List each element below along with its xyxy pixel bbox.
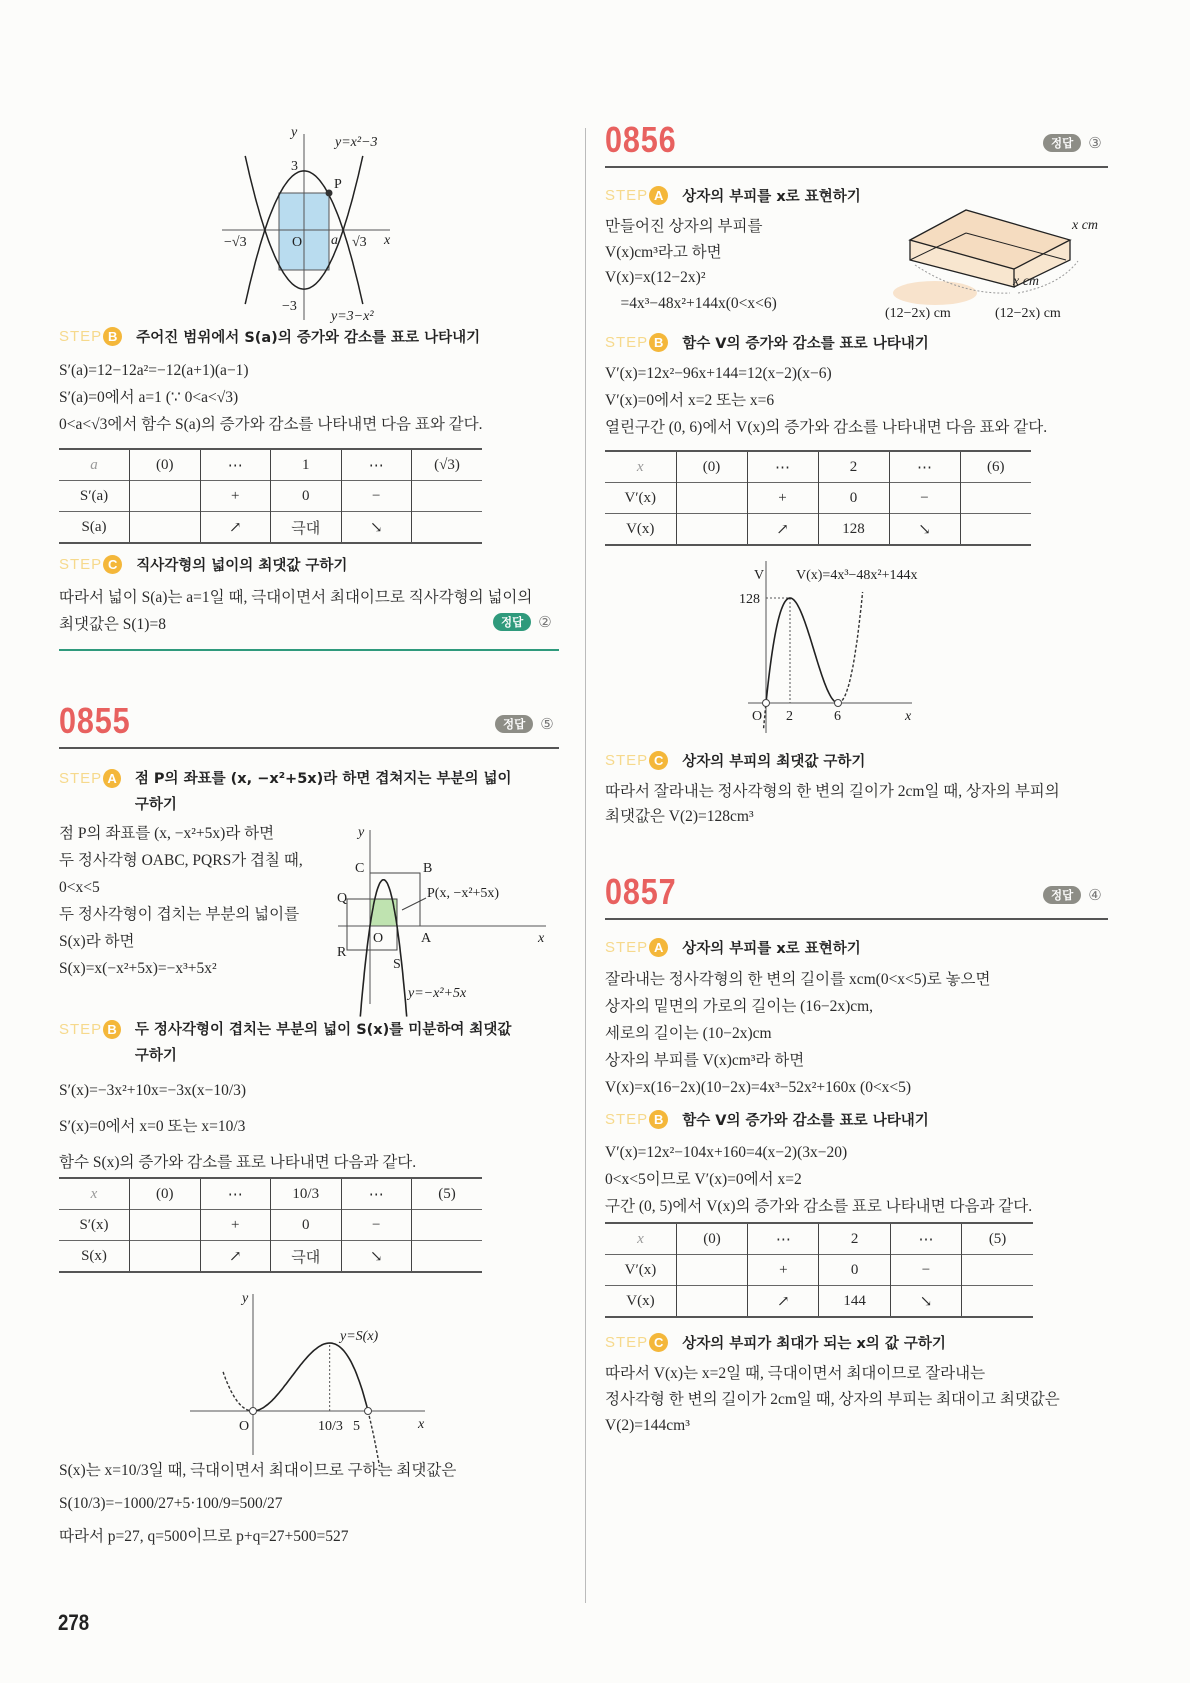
table-cell: S(a): [81, 518, 107, 535]
problem-number: 0855: [59, 700, 131, 741]
curve-solid: [766, 598, 838, 703]
tick-5: 5: [353, 1419, 360, 1434]
answer-value: ⑤: [540, 715, 554, 733]
text-line: S′(a)=12−12a²=−12(a+1)(a−1): [59, 362, 249, 379]
text-line: S(x)는 x=10/3일 때, 극대이면서 최대이므로 구하는 최댓값은: [59, 1462, 457, 1479]
table-cell: (6): [960, 451, 1031, 483]
table-row: [605, 1286, 1033, 1318]
curve-dashed-left: [223, 1372, 253, 1411]
open-point-origin: [763, 700, 770, 707]
curve-dashed-right: [838, 592, 863, 703]
curve2-label: y=3−x²: [331, 309, 374, 324]
table-cell: +: [748, 1255, 819, 1286]
text-line: 따라서 V(x)는 x=2일 때, 극대이면서 최대이므로 잘라내는: [605, 1365, 986, 1382]
step-b-heading: [59, 326, 480, 347]
step-letter-icon: C: [103, 555, 122, 574]
table-cell: ↘: [341, 512, 412, 544]
step-b-heading: [605, 1109, 929, 1130]
tick-6: 6: [834, 709, 841, 724]
table-row: [605, 1255, 1033, 1286]
variation-table: [59, 1177, 482, 1273]
tick-a: a: [331, 233, 338, 248]
open-point-origin: [250, 1408, 257, 1415]
step-c-heading: [605, 1332, 946, 1353]
step-letter-icon: B: [103, 1020, 121, 1039]
step-b-body: [59, 1073, 416, 1181]
label-s: S: [393, 957, 401, 972]
label-c: C: [355, 861, 365, 876]
table-cell: ↗: [748, 1286, 819, 1318]
table-cell: (0): [130, 1178, 201, 1210]
pointer-line: [402, 898, 426, 910]
table-cell: (0): [130, 449, 201, 481]
text-line: V(x)=x(16−2x)(10−2x)=4x³−52x²+160x (0<x<5): [605, 1079, 912, 1096]
table-cell: ⋯: [200, 449, 271, 481]
answer-0855: [495, 715, 554, 733]
variation-table: [605, 450, 1031, 546]
conclusion: [59, 1455, 456, 1554]
step-title: 상자의 부피를 x로 표현하기: [682, 189, 861, 205]
text-line: V(2)=144cm³: [605, 1417, 690, 1434]
step-c-heading: [59, 554, 347, 575]
text-line: S′(x)=0에서 x=0 또는 x=10/3: [59, 1118, 246, 1135]
answer-0857: [1043, 886, 1102, 904]
table-cell: ↘: [889, 514, 960, 546]
x-axis-label: x: [905, 709, 912, 724]
step-label: STEP: [59, 1021, 103, 1038]
tick-2: 2: [786, 709, 793, 724]
height-label: x cm: [1072, 218, 1099, 233]
step-letter-icon: A: [649, 938, 668, 957]
label-p: P(x, −x²+5x): [427, 886, 500, 901]
parabola-rectangle-graph: [200, 120, 420, 330]
y-axis-label: y: [358, 825, 365, 840]
step-a-heading: [605, 185, 861, 206]
step-c-body: [59, 584, 532, 638]
text-line: 0<a<√3에서 함수 S(a)의 증가와 감소를 나타내면 다음 표와 같다.: [59, 416, 483, 433]
table-cell: [676, 1255, 747, 1286]
table-cell: 10/3: [271, 1178, 342, 1210]
table-cell: (0): [676, 1223, 747, 1255]
y-axis-label: y: [291, 125, 298, 140]
table-cell: ⋯: [889, 451, 960, 483]
tick-minus-3: −3: [282, 299, 297, 314]
x-axis-label: x: [384, 233, 391, 248]
step-letter-icon: B: [649, 1110, 668, 1129]
table-cell: +: [200, 1210, 271, 1241]
open-point-6: [835, 700, 842, 707]
table-cell: ↗: [200, 1241, 271, 1273]
text-line: V(x)cm³라고 하면: [605, 243, 722, 261]
table-cell: 128: [818, 514, 889, 546]
step-letter-icon: A: [103, 769, 121, 788]
section-rule: [59, 649, 559, 651]
origin-label: O: [292, 235, 303, 250]
table-cell: V′(x): [624, 1261, 657, 1278]
table-cell: +: [747, 483, 818, 514]
table-cell: a: [90, 456, 98, 473]
table-cell: S(x): [81, 1247, 107, 1264]
table-cell: [130, 481, 201, 512]
variation-table: [59, 448, 482, 544]
step-title: 직사각형의 넓이의 최댓값 구하기: [136, 558, 348, 574]
table-cell: (√3): [412, 449, 483, 481]
step-b-body: [59, 357, 483, 438]
text-line: 구간 (0, 5)에서 V(x)의 증가와 감소를 표로 나타내면 다음과 같다.: [605, 1198, 1033, 1215]
table-cell: x: [636, 458, 644, 475]
table-cell: 극대: [271, 512, 342, 544]
table-cell: [130, 512, 201, 544]
table-cell: [962, 1255, 1033, 1286]
table-cell: 2: [818, 451, 889, 483]
table-cell: [412, 1210, 483, 1241]
table-row: [59, 481, 482, 512]
answer-value: ③: [1088, 134, 1102, 152]
text-line: 최댓값은 S(1)=8: [59, 616, 166, 633]
table-cell: −: [890, 1255, 961, 1286]
table-cell: [960, 514, 1031, 546]
table-row: [59, 449, 482, 481]
table-cell: −: [341, 481, 412, 512]
step-label: STEP: [605, 1334, 649, 1351]
table-cell: [962, 1286, 1033, 1318]
table-row: [59, 1241, 482, 1273]
table-cell: ↘: [341, 1241, 412, 1273]
step-b-body: [605, 1139, 1032, 1220]
text-line: S′(x)=−3x²+10x=−3x(x−10/3): [59, 1082, 247, 1099]
table-cell: [412, 512, 483, 544]
step-label: STEP: [605, 752, 649, 769]
y-axis-label: V: [754, 568, 765, 583]
open-box-figure: [880, 205, 1110, 327]
text-line: =4x³−48x²+144x(0<x<6): [605, 294, 777, 312]
text-line: 점 P의 좌표를 (x, −x²+5x)라 하면: [59, 825, 275, 842]
side2-label: (12−2x) cm: [995, 306, 1061, 321]
text-line: 0<x<5이므로 V′(x)=0에서 x=2: [605, 1171, 802, 1188]
table-cell: −: [889, 483, 960, 514]
table-cell: ↗: [200, 512, 271, 544]
text-line: 만들어진 상자의 부피를: [605, 218, 763, 235]
step-letter-icon: C: [649, 751, 668, 770]
origin-label: O: [752, 709, 763, 724]
step-title: 점 P의 좌표를 (x, −x²+5x)라 하면 겹쳐지는 부분의 넓이 구하기: [134, 771, 512, 813]
header-rule: [605, 166, 1108, 168]
text-line: S′(a)=0에서 a=1 (∵ 0<a<√3): [59, 389, 239, 406]
table-cell: [960, 483, 1031, 514]
table-cell: 0: [271, 1210, 342, 1241]
text-line: V′(x)=0에서 x=2 또는 x=6: [605, 392, 775, 409]
label-b: B: [423, 861, 433, 876]
table-row: [59, 512, 482, 544]
step-label: STEP: [605, 1111, 649, 1128]
y-axis-label: y: [242, 1291, 249, 1306]
text-line: 함수 S(x)의 증가와 감소를 표로 나타내면 다음과 같다.: [59, 1154, 417, 1171]
table-cell: x: [90, 1185, 98, 1202]
step-c-body: [605, 779, 1060, 829]
answer-badge: 정답: [1043, 886, 1081, 904]
table-cell: +: [200, 481, 271, 512]
text-line: S(10/3)=−1000/27+5·100/9=500/27: [59, 1495, 283, 1512]
text-line: 열린구간 (0, 6)에서 V(x)의 증가와 감소를 나타내면 다음 표와 같다.: [605, 419, 1048, 436]
table-cell: S′(x): [79, 1216, 109, 1233]
curve-solid: [253, 1343, 368, 1411]
text-line: 두 정사각형이 겹치는 부분의 넓이를: [59, 906, 300, 923]
step-a-body: [605, 214, 777, 316]
point-p: [326, 190, 333, 197]
two-squares-figure: [338, 822, 553, 1004]
x-axis-label: x: [418, 1417, 425, 1432]
step-label: STEP: [605, 187, 649, 204]
step-a-body: [605, 966, 990, 1101]
table-cell: [130, 1241, 201, 1273]
table-cell: V(x): [626, 520, 655, 537]
page-number: 278: [58, 1610, 90, 1635]
table-cell: ⋯: [748, 1223, 819, 1255]
label-r: R: [337, 945, 347, 960]
table-cell: ⋯: [890, 1223, 961, 1255]
table-cell: (0): [676, 451, 747, 483]
answer-badge: 정답: [1043, 134, 1081, 152]
table-cell: [412, 481, 483, 512]
table-cell: [676, 514, 747, 546]
table-cell: [412, 1241, 483, 1273]
cut-label: x cm: [1013, 274, 1040, 289]
point-p-label: P: [334, 177, 342, 192]
answer-0854: [493, 613, 552, 631]
step-label: STEP: [59, 556, 103, 573]
table-cell: ⋯: [341, 1178, 412, 1210]
table-cell: −: [341, 1210, 412, 1241]
label-a: A: [421, 931, 432, 946]
step-letter-icon: C: [649, 1333, 668, 1352]
v-graph: [740, 555, 990, 737]
step-b-body: [605, 360, 1047, 441]
x-axis-label: x: [538, 931, 545, 946]
table-row: [59, 1210, 482, 1241]
problem-number: 0856: [605, 119, 677, 160]
curve-label: y=−x²+5x: [408, 986, 467, 1001]
step-letter-icon: B: [103, 327, 122, 346]
step-letter-icon: A: [649, 186, 668, 205]
step-a-heading: [605, 937, 861, 958]
table-cell: V(x): [626, 1292, 655, 1309]
text-line: V′(x)=12x²−104x+160=4(x−2)(3x−20): [605, 1144, 848, 1161]
answer-value: ②: [538, 613, 552, 631]
step-label: STEP: [59, 770, 103, 787]
fold-shade: [893, 281, 977, 305]
table-cell: S′(a): [79, 487, 109, 504]
step-a-heading: [59, 766, 529, 818]
step-title: 상자의 부피를 x로 표현하기: [682, 941, 861, 957]
column-divider: [585, 128, 586, 1603]
tick-10-3: 10/3: [318, 1419, 343, 1434]
origin-label: O: [239, 1419, 250, 1434]
table-cell: ⋯: [341, 449, 412, 481]
answer-badge: 정답: [495, 715, 533, 733]
step-title: 함수 V의 증가와 감소를 표로 나타내기: [682, 336, 929, 352]
text-line: 두 정사각형 OABC, PQRS가 겹칠 때,: [59, 852, 303, 869]
answer-0856: [1043, 134, 1102, 152]
label-o: O: [373, 931, 384, 946]
table-cell: ↘: [890, 1286, 961, 1318]
text-line: 상자의 밑면의 가로의 길이는 (16−2x)cm,: [605, 998, 874, 1015]
step-title: 상자의 부피가 최대가 되는 x의 값 구하기: [682, 1336, 946, 1352]
table-cell: [130, 1210, 201, 1241]
text-line: V′(x)=12x²−96x+144=12(x−2)(x−6): [605, 365, 832, 382]
step-letter-icon: B: [649, 333, 668, 352]
text-line: 정사각형 한 변의 길이가 2cm일 때, 상자의 부피는 최대이고 최댓값은: [605, 1391, 1060, 1408]
table-row: [605, 483, 1031, 514]
table-row: [605, 514, 1031, 546]
text-line: 따라서 잘라내는 정사각형의 한 변의 길이가 2cm일 때, 상자의 부피의: [605, 783, 1060, 800]
variation-table: [605, 1222, 1033, 1318]
table-cell: (5): [962, 1223, 1033, 1255]
table-cell: ⋯: [200, 1178, 271, 1210]
step-title: 주어진 범위에서 S(a)의 증가와 감소를 표로 나타내기: [136, 330, 481, 346]
curve-label: V(x)=4x³−48x²+144x: [796, 568, 918, 583]
table-cell: 극대: [271, 1241, 342, 1273]
text-line: 0<x<5: [59, 879, 100, 896]
step-c-body: [605, 1361, 1060, 1439]
curve1-label: y=x²−3: [335, 135, 378, 150]
table-cell: 0: [271, 481, 342, 512]
tick-sqrt3: √3: [352, 235, 367, 250]
tick-3: 3: [291, 159, 298, 174]
step-title: 두 정사각형이 겹치는 부분의 넓이 S(x)를 미분하여 최댓값 구하기: [134, 1022, 512, 1064]
text-line: 잘라내는 정사각형의 한 변의 길이를 xcm(0<x<5)로 놓으면: [605, 971, 991, 988]
table-cell: 0: [819, 1255, 890, 1286]
label-q: Q: [337, 891, 348, 906]
open-point-5: [365, 1408, 372, 1415]
table-row: [605, 451, 1031, 483]
step-b-heading: [605, 332, 929, 353]
header-rule: [605, 918, 1108, 920]
table-cell: (5): [412, 1178, 483, 1210]
side1-label: (12−2x) cm: [885, 306, 951, 321]
table-cell: [676, 483, 747, 514]
step-label: STEP: [59, 328, 103, 345]
answer-value: ④: [1088, 886, 1102, 904]
answer-badge: 정답: [493, 613, 531, 631]
text-line: 상자의 부피를 V(x)cm³라 하면: [605, 1052, 805, 1069]
text-line: V(x)=x(12−2x)²: [605, 269, 706, 286]
text-line: 따라서 p=27, q=500이므로 p+q=27+500=527: [59, 1528, 349, 1545]
text-line: S(x)=x(−x²+5x)=−x³+5x²: [59, 960, 217, 977]
step-label: STEP: [605, 334, 649, 351]
step-title: 상자의 부피의 최댓값 구하기: [682, 754, 866, 770]
text-line: S(x)라 하면: [59, 933, 135, 950]
table-row: [605, 1223, 1033, 1255]
step-label: STEP: [605, 939, 649, 956]
header-rule: [59, 747, 559, 749]
problem-number: 0857: [605, 871, 677, 912]
table-cell: 2: [819, 1223, 890, 1255]
text-line: 최댓값은 V(2)=128cm³: [605, 808, 754, 825]
table-row: [59, 1178, 482, 1210]
step-b-heading: [59, 1017, 529, 1069]
tick-minus-sqrt3: −√3: [224, 235, 247, 250]
text-line: 따라서 넓이 S(a)는 a=1일 때, 극대이면서 최대이므로 직사각형의 넓이의: [59, 589, 533, 606]
table-cell: ↗: [747, 514, 818, 546]
step-a-body: [59, 822, 303, 984]
s-graph: [190, 1290, 440, 1460]
step-title: 함수 V의 증가와 감소를 표로 나타내기: [682, 1113, 929, 1129]
table-cell: ⋯: [747, 451, 818, 483]
curve-label: y=S(x): [340, 1329, 379, 1344]
table-cell: 0: [818, 483, 889, 514]
text-line: 세로의 길이는 (10−2x)cm: [605, 1025, 772, 1042]
step-c-heading: [605, 750, 865, 771]
table-cell: V′(x): [624, 489, 657, 506]
table-cell: x: [637, 1230, 644, 1247]
table-cell: [676, 1286, 747, 1318]
table-cell: 144: [819, 1286, 890, 1318]
tick-128: 128: [739, 592, 760, 607]
table-cell: 1: [271, 449, 342, 481]
